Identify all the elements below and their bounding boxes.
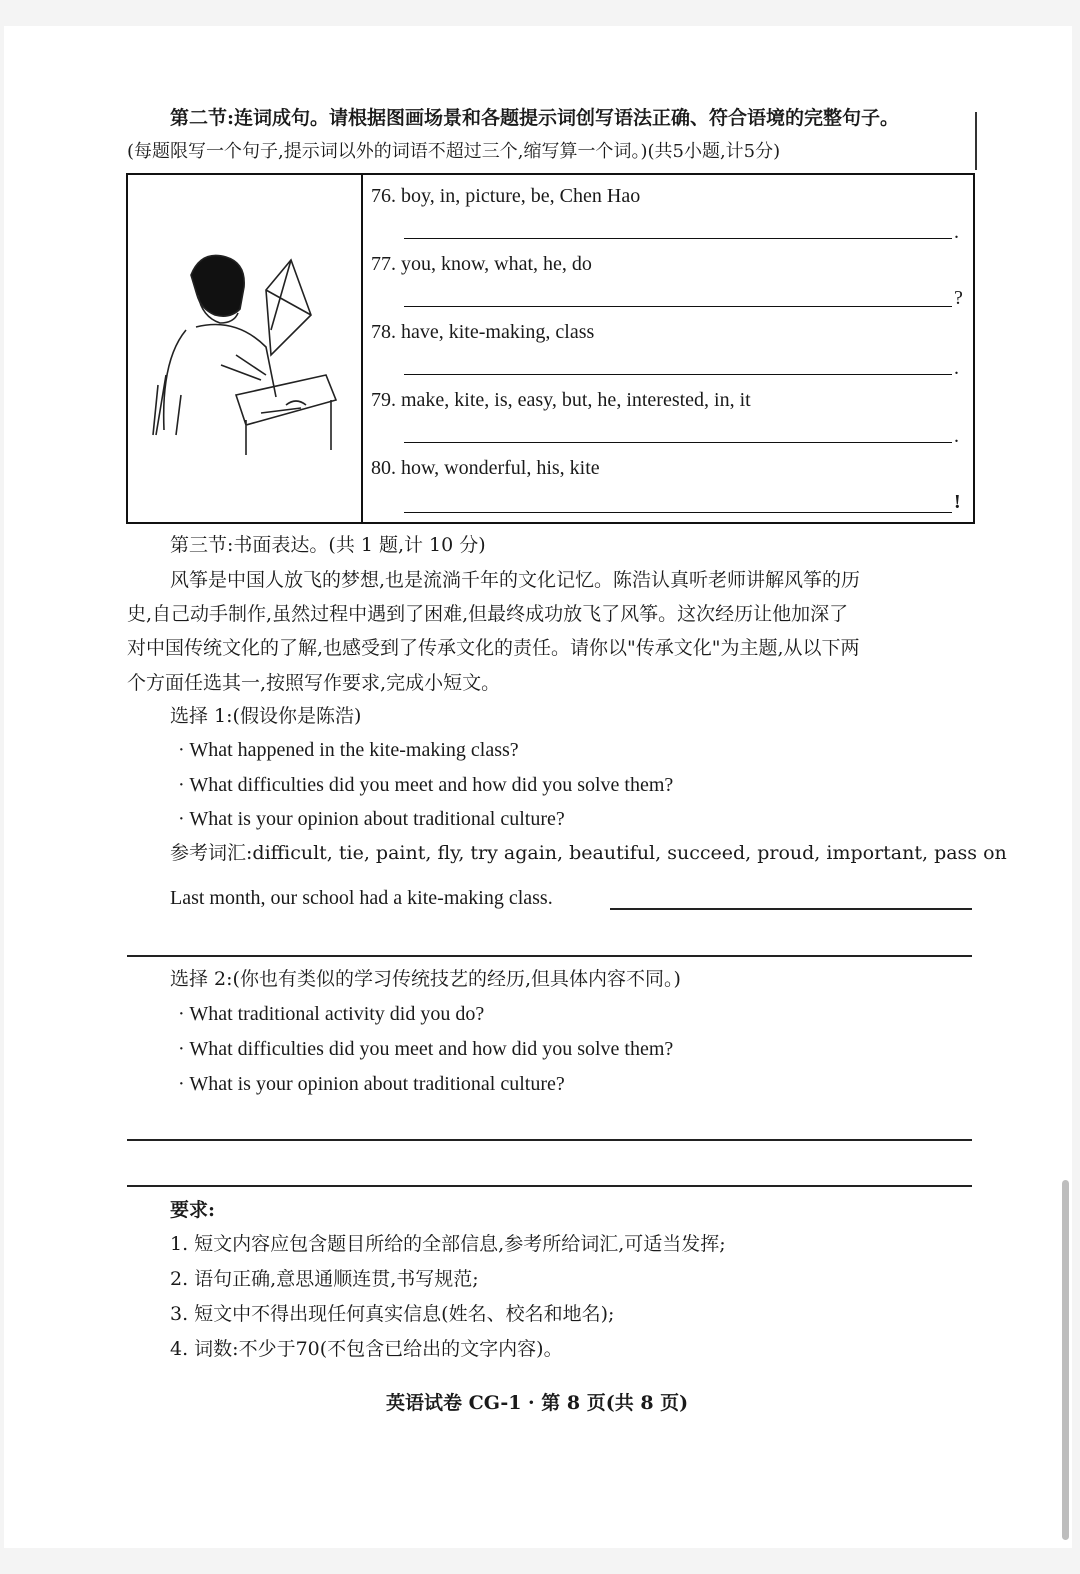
kite-boy-illustration — [136, 235, 356, 455]
end-punct-76: . — [954, 221, 959, 243]
requirement-1: 1. 短文内容应包含题目所给的全部信息,参考所给词汇,可适当发挥; — [170, 1233, 726, 1255]
end-punct-80: ! — [954, 491, 961, 513]
vertical-scrollbar[interactable] — [1062, 1180, 1069, 1540]
box-divider — [361, 175, 363, 522]
requirement-3: 3. 短文中不得出现任何真实信息(姓名、校名和地名); — [170, 1303, 615, 1325]
answer-line-76[interactable] — [404, 238, 952, 239]
option1-vocab: 参考词汇:difficult, tie, paint, fly, try again, beautiful, succeed, proud, important, pass on — [170, 842, 1007, 864]
end-punct-79: . — [954, 425, 959, 447]
requirement-4: 4. 词数:不少于70(不包含已给出的文字内容)。 — [170, 1338, 563, 1360]
answer-line-80[interactable] — [404, 512, 952, 513]
question-79: 79. make, kite, is, easy, but, he, interested, in, it — [371, 389, 751, 411]
question-box — [126, 173, 975, 524]
answer-line-79[interactable] — [404, 442, 952, 443]
section2-note: (每题限写一个句子,提示词以外的词语不超过三个,缩写算一个词。)(共5小题,计5分) — [127, 141, 781, 162]
section2-title: 第二节:连词成句。请根据图画场景和各题提示词创写语法正确、符合语境的完整句子。 — [170, 107, 900, 129]
option2-title: 选择 2:(你也有类似的学习传统技艺的经历,但具体内容不同。) — [170, 968, 681, 990]
requirement-2: 2. 语句正确,意思通顺连贯,书写规范; — [170, 1268, 479, 1290]
option2-bullet-1: · What traditional activity did you do? — [178, 1003, 485, 1025]
option1-starter: Last month, our school had a kite-making class. — [170, 887, 553, 909]
writing-line[interactable] — [127, 955, 972, 957]
option1-bullet-2: · What difficulties did you meet and how did you solve them? — [178, 774, 674, 796]
answer-line-78[interactable] — [404, 374, 952, 375]
writing-line[interactable] — [610, 908, 972, 910]
section3-title: 第三节:书面表达。(共 1 题,计 10 分) — [170, 534, 486, 556]
end-punct-78: . — [954, 357, 959, 379]
writing-line[interactable] — [127, 1139, 972, 1141]
question-76: 76. boy, in, picture, be, Chen Hao — [371, 185, 641, 207]
end-punct-77: ? — [954, 287, 963, 309]
answer-line-77[interactable] — [404, 306, 952, 307]
paragraph-line-2: 史,自己动手制作,虽然过程中遇到了困难,但最终成功放飞了风筝。这次经历让他加深了 — [127, 603, 849, 625]
option2-bullet-2: · What difficulties did you meet and how did you solve them? — [178, 1038, 674, 1060]
option2-bullet-3: · What is your opinion about traditional culture? — [178, 1073, 565, 1095]
paragraph-line-4: 个方面任选其一,按照写作要求,完成小短文。 — [127, 672, 501, 694]
writing-line[interactable] — [127, 1185, 972, 1187]
option1-bullet-1: · What happened in the kite-making class? — [178, 739, 519, 761]
question-80: 80. how, wonderful, his, kite — [371, 457, 600, 479]
page-footer: 英语试卷 CG-1 · 第 8 页(共 8 页) — [386, 1392, 689, 1414]
paragraph-line-1: 风筝是中国人放飞的梦想,也是流淌千年的文化记忆。陈浩认真听老师讲解风筝的历 — [170, 569, 861, 591]
question-77: 77. you, know, what, he, do — [371, 253, 592, 275]
requirements-title: 要求: — [170, 1199, 216, 1221]
option1-title: 选择 1:(假设你是陈浩) — [170, 705, 362, 727]
question-78: 78. have, kite-making, class — [371, 321, 595, 343]
margin-line — [975, 112, 977, 170]
paragraph-line-3: 对中国传统文化的了解,也感受到了传承文化的责任。请你以"传承文化"为主题,从以下两 — [127, 637, 860, 659]
option1-bullet-3: · What is your opinion about traditional culture? — [178, 808, 565, 830]
